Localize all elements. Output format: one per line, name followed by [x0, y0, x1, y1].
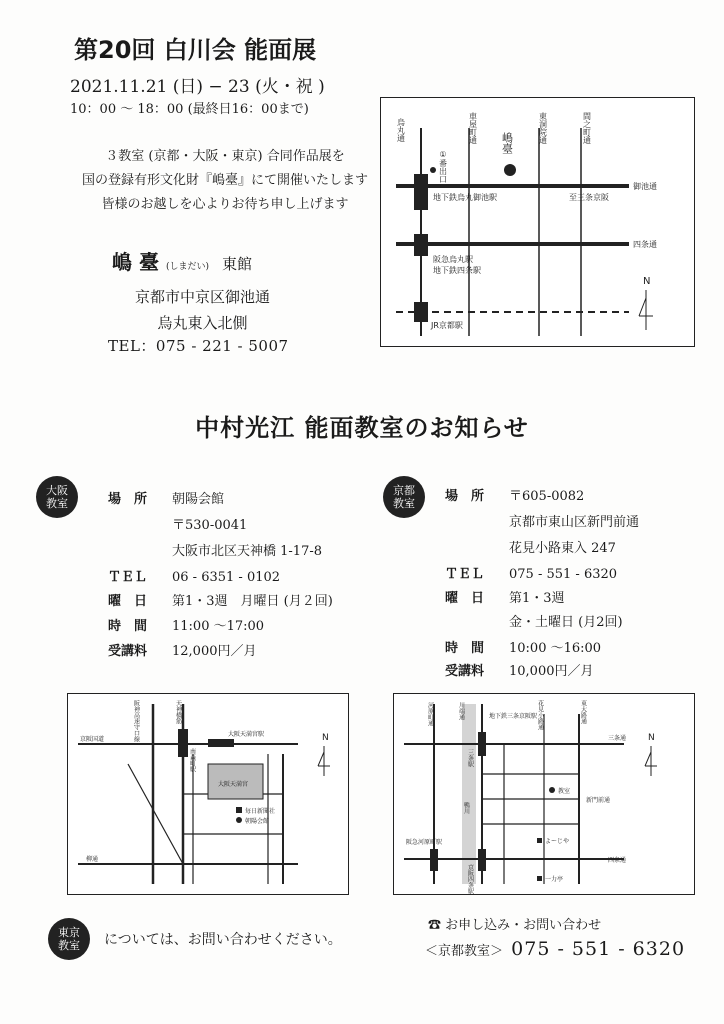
osaka-badge — [36, 476, 78, 518]
north-label: N — [648, 733, 655, 743]
time-label: 時 間 — [445, 641, 485, 656]
map-label: ①番出口 — [438, 150, 448, 183]
map-label: 四条通 — [608, 857, 627, 864]
map-label: 阪神高速守口線 — [132, 700, 140, 742]
address-line: 京都市中京区御池通 — [134, 288, 270, 306]
map-label: 鴨川 — [462, 802, 470, 814]
north-arrow-icon — [645, 746, 657, 776]
map-label: 地下鉄四条駅 — [433, 266, 481, 275]
north-label: N — [322, 733, 329, 743]
map-label: 東大路通 — [579, 700, 587, 724]
badge-line: 京都 — [393, 484, 415, 497]
kyoto-map — [393, 693, 695, 895]
osaka-fee: 12,000円／月 — [172, 644, 257, 659]
phone-icon: ☎ — [428, 918, 442, 933]
map-label: 河原町通 — [426, 702, 434, 726]
map-label: JR京都駅 — [431, 321, 463, 330]
map-label: 川端通 — [457, 702, 465, 720]
fee-label: 受講料 — [445, 664, 485, 679]
osaka-map — [67, 693, 349, 895]
venue-wing: 東館 — [221, 255, 252, 273]
contact-number[interactable]: 075 - 551 - 6320 — [511, 938, 686, 960]
map-label: 花見小路通 — [536, 700, 544, 730]
map-label: 地下鉄三条京阪駅 — [489, 713, 538, 720]
kyoto-time: 10:00 〜16:00 — [509, 641, 602, 656]
kyoto-address: 花見小路東入 247 — [509, 541, 616, 556]
map-label: 烏丸通 — [396, 118, 406, 142]
map-label: 四条通 — [633, 240, 657, 249]
map-label: 阪急河原町駅 — [406, 839, 443, 846]
north-arrow-icon — [318, 746, 330, 776]
badge-line: 教室 — [393, 497, 415, 510]
osaka-info — [108, 488, 378, 663]
badge-line: 教室 — [46, 497, 68, 510]
venue-map — [380, 97, 695, 347]
kyoto-day: 金・土曜日 (月2回) — [509, 615, 623, 630]
map-label: 一力亭 — [545, 876, 564, 883]
intro-line: 国の登録有形文化財『嶋臺』にて開催いたします — [81, 173, 368, 188]
map-label: 三条通 — [608, 735, 627, 742]
map-label: 地下鉄烏丸御池駅 — [433, 193, 497, 202]
map-label: 大阪天満宮駅 — [228, 731, 265, 738]
day-label: 曜 日 — [108, 594, 148, 609]
osaka-address: 大阪市北区天神橋 1-17-8 — [172, 544, 323, 559]
map-label: よーじや — [545, 838, 570, 845]
north-label: N — [643, 276, 651, 287]
tel-label: ＴＥＬ — [445, 567, 485, 582]
address-line: 烏丸東入北側 — [157, 314, 248, 332]
kyoto-day: 第1・3週 — [509, 591, 565, 606]
fee-label: 受講料 — [108, 644, 148, 659]
map-venue-label: 嶋臺 — [500, 132, 514, 154]
day-label: 曜 日 — [445, 591, 485, 606]
map-label: 阪急烏丸駅 — [433, 255, 473, 264]
intro-text — [60, 145, 390, 217]
map-label: 京阪四条駅 — [466, 864, 474, 894]
osaka-place: 朝陽会館 — [172, 492, 225, 507]
kyoto-address: 京都市東山区新門前通 — [509, 515, 640, 530]
map-label: 間之町通 — [582, 112, 592, 144]
venue-name-text: 嶋 臺 — [112, 250, 159, 274]
venue-kana: (しまだい) — [165, 262, 209, 272]
venue-tel: TEL：075 - 221 - 5007 — [108, 337, 289, 355]
badge-line: 大阪 — [46, 484, 68, 497]
map-label: 天神橋筋 — [174, 700, 182, 724]
tokyo-note: については、お問い合わせください。 — [104, 932, 342, 948]
kyoto-zip: 〒605-0082 — [509, 489, 585, 504]
badge-line: 東京 — [58, 926, 80, 939]
osaka-day: 第1・3週 月曜日 (月２回) — [172, 594, 333, 609]
venue-address — [100, 284, 305, 336]
exhibition-time: 10：00 〜 18：00 (最終日16：00まで) — [70, 102, 309, 117]
tel-label: ＴＥＬ — [108, 570, 148, 585]
map-label: 三条駅 — [466, 749, 474, 767]
time-label: 時 間 — [108, 619, 148, 634]
map-label: 柳通 — [86, 856, 99, 863]
contact-label: お申し込み・お問い合わせ — [445, 918, 602, 933]
north-arrow-icon — [639, 290, 653, 330]
kyoto-badge — [383, 476, 425, 518]
exhibition-date: 2021.11.21 (日) − 23 (火・祝 ) — [70, 77, 325, 97]
map-label: 東洞院通 — [538, 112, 548, 144]
place-label: 場 所 — [108, 492, 148, 507]
badge-line: 教室 — [58, 939, 80, 952]
classroom-heading: 中村光江 能面教室のお知らせ — [195, 413, 529, 442]
map-label: 京阪国道 — [80, 736, 105, 743]
map-label: 毎日新聞社 — [245, 808, 276, 815]
kyoto-fee: 10,000円／月 — [509, 664, 594, 679]
osaka-time: 11:00 〜17:00 — [172, 619, 265, 634]
map-label: 新門前通 — [586, 797, 611, 804]
intro-line: 皆様のお越しを心よりお待ち申し上げます — [101, 197, 349, 212]
kyoto-info — [445, 485, 715, 679]
map-label: 大阪天満宮 — [218, 781, 249, 788]
osaka-zip: 〒530-0041 — [172, 518, 248, 533]
tokyo-badge — [48, 918, 90, 960]
exhibition-title: 第20回 白川会 能面展 — [74, 36, 317, 64]
map-label: 教室 — [558, 788, 571, 795]
kyoto-tel: 075 - 551 - 6320 — [509, 567, 618, 582]
map-label: 御池通 — [633, 182, 657, 191]
venue-name — [112, 246, 252, 275]
map-label: 南森町駅 — [188, 748, 196, 772]
map-label: 朝陽会館 — [245, 818, 270, 825]
intro-line: ３教室 (京都・大阪・東京) 合同作品展を — [105, 149, 345, 164]
osaka-tel: 06 - 6351 - 0102 — [172, 570, 281, 585]
contact-number-row — [425, 938, 685, 960]
map-label: 至三条京阪 — [569, 193, 609, 202]
contact-label-row — [428, 914, 601, 933]
contact-prefix: ＜京都教室＞ — [425, 944, 504, 959]
map-label: 車屋町通 — [468, 112, 478, 144]
place-label: 場 所 — [445, 489, 485, 504]
